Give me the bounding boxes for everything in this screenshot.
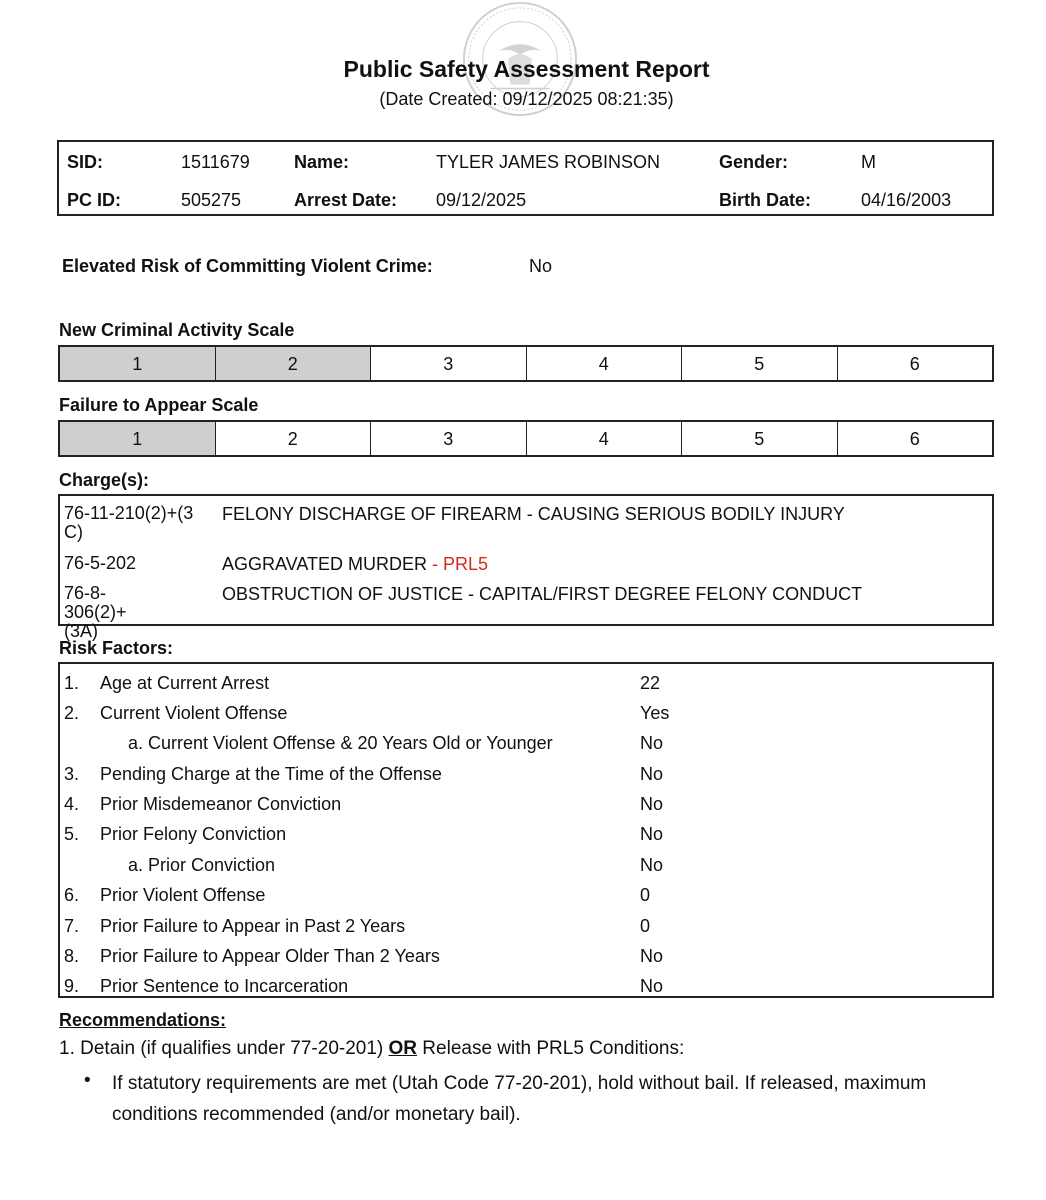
birth-date-label: Birth Date: <box>719 190 812 210</box>
rf-label: Prior Violent Offense <box>100 885 266 905</box>
fta-cell-4: 4 <box>527 422 683 455</box>
rf-num: 8. <box>64 946 80 966</box>
sid-label: SID: <box>67 152 103 172</box>
elevated-risk-value: No <box>529 256 553 276</box>
info-row-1 <box>59 152 992 182</box>
fta-scale-title: Failure to Appear Scale <box>59 395 259 415</box>
fta-cell-6: 6 <box>909 429 920 449</box>
fta-scale <box>58 420 994 457</box>
rf-value: Yes <box>640 703 670 723</box>
charge-flag: - PRL5 <box>427 554 489 574</box>
recommendation-bullet-text: If statutory requirements are met (Utah Code 77-20-201), hold without bail. If released, maximum conditions recommended (and/or monetary bail). <box>112 1073 927 1125</box>
recommendation-1 <box>59 1038 684 1060</box>
rf-num: 3. <box>64 764 80 784</box>
rf-num: 5. <box>64 824 80 844</box>
rf-num: 1. <box>64 673 80 693</box>
charges-box <box>58 494 994 641</box>
arrest-date-value: 09/12/2025 <box>436 190 527 210</box>
rec-or: OR <box>388 1038 418 1059</box>
risk-factor-row <box>60 824 992 852</box>
date-created: (Date Created: 09/12/2025 08:21:35) <box>379 89 674 109</box>
rf-value: No <box>640 824 664 844</box>
charge-desc: AGGRAVATED MURDER <box>222 554 428 574</box>
rf-label: Age at Current Arrest <box>100 673 270 693</box>
charge-desc-wrap <box>222 554 488 575</box>
rf-label: Prior Misdemeanor Conviction <box>100 794 342 814</box>
risk-factor-row <box>60 976 992 1004</box>
fta-cell-1: 1 <box>60 422 216 455</box>
rf-label: a. Prior Conviction <box>128 855 276 875</box>
charge-desc: OBSTRUCTION OF JUSTICE - CAPITAL/FIRST DEGREE FELONY CONDUCT <box>222 584 863 604</box>
info-row-2 <box>59 190 992 220</box>
risk-factors-box <box>58 662 994 998</box>
fta-cell-2: 2 <box>216 422 372 455</box>
risk-factor-row <box>60 733 992 761</box>
rf-num: 4. <box>64 794 80 814</box>
risk-factor-row <box>60 794 992 822</box>
rf-value: No <box>640 946 664 966</box>
nca-cell-1: 1 <box>60 347 216 380</box>
risk-factor-row <box>60 855 992 883</box>
risk-factor-row <box>60 703 992 731</box>
risk-factors-title: Risk Factors: <box>59 638 174 658</box>
charge-code: 76-11-210(2)+(3 C) <box>64 503 194 542</box>
pcid-label: PC ID: <box>67 190 121 210</box>
rf-value: 0 <box>640 916 651 936</box>
nca-cell-5: 5 <box>682 347 838 380</box>
rf-label: Prior Felony Conviction <box>100 824 287 844</box>
risk-factor-row <box>60 885 992 913</box>
rf-value: No <box>640 976 664 996</box>
nca-scale-title: New Criminal Activity Scale <box>59 320 295 340</box>
rf-label: Prior Failure to Appear in Past 2 Years <box>100 916 406 936</box>
fta-cell-5: 5 <box>682 422 838 455</box>
rf-label: Prior Failure to Appear Older Than 2 Years <box>100 946 440 966</box>
nca-scale <box>58 345 994 382</box>
name-value: TYLER JAMES ROBINSON <box>436 152 661 172</box>
rf-value: No <box>640 794 664 814</box>
rf-label: a. Current Violent Offense & 20 Years Old or Younger <box>128 733 553 753</box>
gender-label: Gender: <box>719 152 789 172</box>
nca-cell-6: 6 <box>909 354 920 374</box>
recommendations-title: Recommendations: <box>59 1010 227 1030</box>
risk-factor-row <box>60 764 992 792</box>
rec-text-post: Release with PRL5 Conditions: <box>417 1038 685 1059</box>
risk-factor-row <box>60 673 992 701</box>
birth-date-value: 04/16/2003 <box>861 190 952 210</box>
subject-info-box <box>57 140 994 216</box>
rec-text-pre: 1. Detain (if qualifies under 77-20-201) <box>59 1038 389 1059</box>
rf-num: 6. <box>64 885 80 905</box>
rf-value: No <box>640 733 664 753</box>
nca-cell-3: 3 <box>371 347 527 380</box>
gender-value: M <box>861 152 876 172</box>
sid-value: 1511679 <box>181 152 250 172</box>
risk-factor-row <box>60 946 992 974</box>
rf-label: Pending Charge at the Time of the Offense <box>100 764 442 784</box>
rf-num: 7. <box>64 916 80 936</box>
nca-cell-2: 2 <box>216 347 372 380</box>
pcid-value: 505275 <box>181 190 242 210</box>
charge-code: 76-5-202 <box>64 553 137 573</box>
risk-factor-row <box>60 916 992 944</box>
fta-cell-3: 3 <box>371 422 527 455</box>
arrest-date-label: Arrest Date: <box>294 190 398 210</box>
nca-cell-4: 4 <box>527 347 683 380</box>
rf-value: No <box>640 764 664 784</box>
rf-label: Prior Sentence to Incarceration <box>100 976 349 996</box>
report-title: Public Safety Assessment Report <box>343 56 710 82</box>
charge-code: 76-8-306(2)+(3A) <box>64 583 127 641</box>
charge-desc: FELONY DISCHARGE OF FIREARM - CAUSING SERIOUS BODILY INJURY <box>222 504 845 524</box>
rf-value: 22 <box>640 673 661 693</box>
rf-value: No <box>640 855 664 875</box>
rf-num: 2. <box>64 703 80 723</box>
charges-title: Charge(s): <box>59 470 150 490</box>
rf-value: 0 <box>640 885 651 905</box>
rf-label: Current Violent Offense <box>100 703 288 723</box>
name-label: Name: <box>294 152 350 172</box>
elevated-risk-label: Elevated Risk of Committing Violent Crime: <box>62 256 433 276</box>
bullet-icon: • <box>84 1070 91 1091</box>
rf-num: 9. <box>64 976 80 996</box>
